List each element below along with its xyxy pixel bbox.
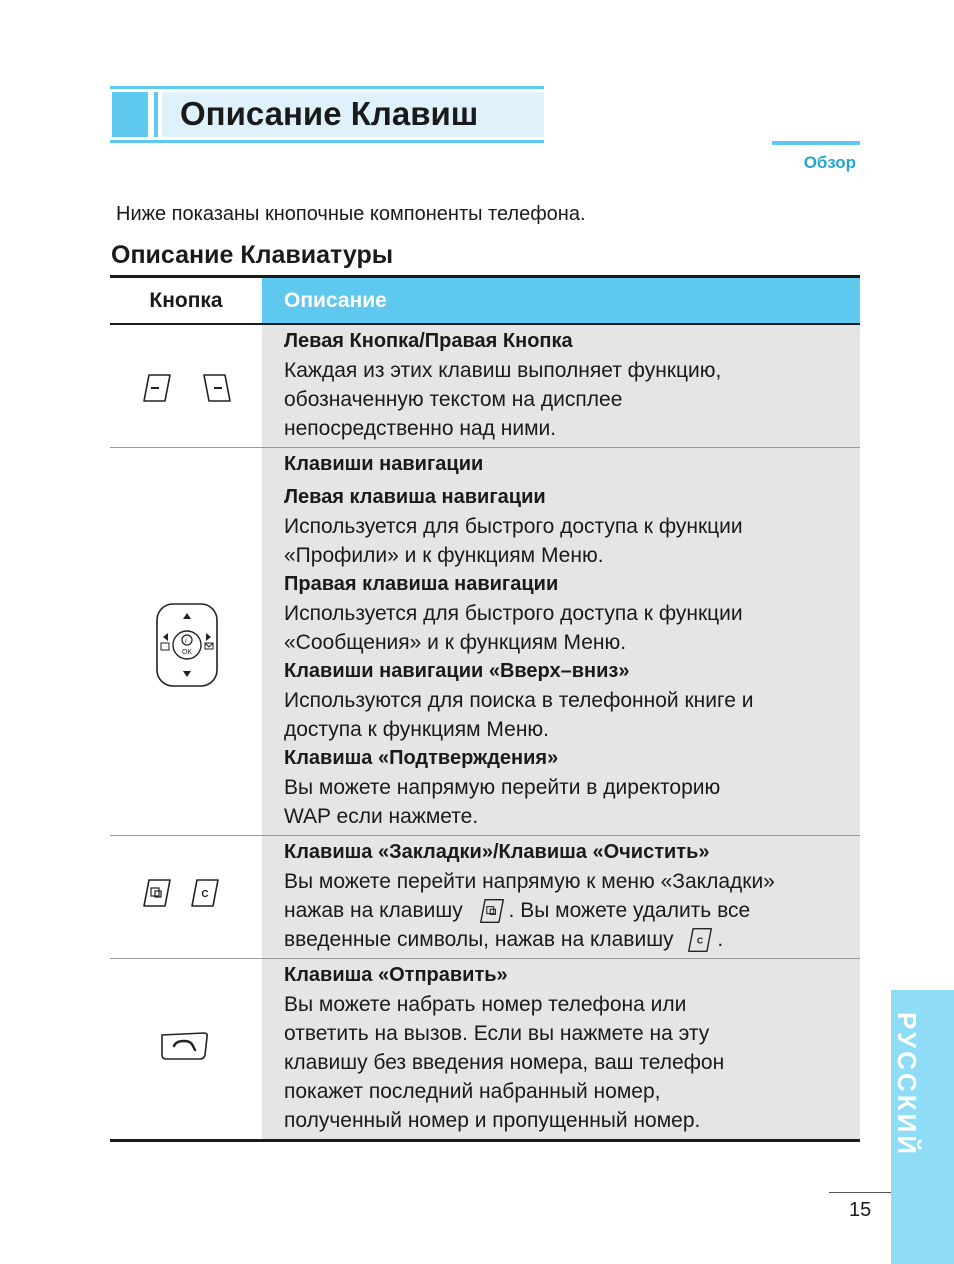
table-row	[110, 836, 860, 959]
soft-keys-description	[262, 325, 860, 447]
left-soft-key-icon	[140, 373, 174, 403]
svg-text:i: i	[185, 638, 187, 645]
title-bottom-rule	[110, 140, 544, 143]
desc-subtitle: Правая клавиша навигации	[284, 573, 559, 595]
bookmark-clear-cell	[110, 836, 262, 958]
clear-key-label: C	[697, 935, 704, 946]
desc-line: обозначенную текстом на дисплее	[284, 388, 623, 411]
desc-text: . Вы можете удалить все	[508, 899, 751, 922]
clear-key-inline	[685, 927, 715, 953]
desc-subtitle: Левая клавиша навигации	[284, 486, 546, 508]
header-description: Описание	[262, 278, 860, 323]
desc-line: покажет последний набранный номер,	[284, 1080, 661, 1103]
nav-ok-label: OK	[181, 649, 193, 656]
section-rule	[772, 141, 860, 145]
keyboard-heading: Описание Клавиатуры	[111, 241, 394, 269]
page-number-rule	[829, 1192, 891, 1193]
language-tab	[891, 990, 954, 1264]
page-number: 15	[849, 1199, 872, 1221]
title-accent-bar	[154, 92, 158, 137]
desc-line: «Профили» и к функциям Меню.	[284, 544, 604, 567]
desc-line: непосредственно над ними.	[284, 417, 557, 440]
title-banner	[110, 86, 544, 144]
desc-line: полученный номер и пропущенный номер.	[284, 1109, 701, 1132]
desc-subtitle: Клавиши навигации «Вверх–вниз»	[284, 660, 630, 682]
language-label: РУССКИЙ	[892, 1012, 922, 1157]
right-soft-key-icon	[200, 373, 234, 403]
clear-key-icon	[685, 927, 715, 953]
desc-text: нажав на клавишу	[284, 899, 463, 922]
navigation-cell	[110, 448, 262, 835]
table-row	[110, 448, 860, 836]
desc-line: Вы можете перейти напрямую к меню «Закладки»	[284, 870, 775, 893]
desc-line: Используется для быстрого доступа к функции	[284, 515, 743, 538]
send-cell	[110, 959, 262, 1139]
desc-text: введенные символы, нажав на клавишу	[284, 928, 674, 951]
bookmark-clear-description	[262, 836, 860, 958]
bookmark-key-inline	[477, 898, 507, 924]
desc-line	[284, 896, 856, 925]
bookmark-key-icon	[140, 878, 174, 908]
desc-line: доступа к функциям Меню.	[284, 718, 550, 741]
clear-key-label: C	[201, 889, 209, 900]
desc-line: Используется для быстрого доступа к функции	[284, 602, 743, 625]
header-key: Кнопка	[149, 289, 223, 312]
table-row	[110, 959, 860, 1142]
desc-title: Клавиши навигации	[284, 453, 484, 475]
table-row	[110, 325, 860, 448]
desc-line: ответить на вызов. Если вы нажмете на эту	[284, 1022, 710, 1045]
desc-text: .	[717, 928, 724, 951]
desc-line: клавишу без введения номера, ваш телефон	[284, 1051, 725, 1074]
desc-line: Вы можете напрямую перейти в директорию	[284, 776, 721, 799]
send-description	[262, 959, 860, 1139]
title-top-rule	[110, 86, 544, 89]
soft-keys-cell	[110, 325, 262, 447]
clear-key-icon	[188, 878, 222, 908]
desc-line: Каждая из этих клавиш выполняет функцию,	[284, 359, 722, 382]
bookmark-key-icon	[477, 898, 507, 924]
desc-line	[284, 925, 856, 954]
send-key-icon	[158, 1031, 210, 1061]
desc-title: Клавиша «Отправить»	[284, 964, 508, 986]
navigation-key-icon	[154, 601, 220, 689]
navigation-description	[262, 448, 860, 835]
section-label: Обзор	[803, 153, 856, 172]
title-accent-square	[112, 92, 148, 137]
desc-subtitle: Клавиша «Подтверждения»	[284, 747, 559, 769]
table-header	[110, 275, 860, 325]
key-table	[110, 275, 860, 1142]
desc-line: «Сообщения» и к функциям Меню.	[284, 631, 627, 654]
intro-text: Ниже показаны кнопочные компоненты телефона.	[116, 203, 586, 225]
desc-line: Используются для поиска в телефонной книге и	[284, 689, 754, 712]
desc-line: WAP если нажмете.	[284, 805, 479, 828]
page-title: Описание Клавиш	[180, 95, 479, 132]
desc-title: Левая Кнопка/Правая Кнопка	[284, 330, 573, 352]
desc-title: Клавиша «Закладки»/Клавиша «Очистить»	[284, 841, 710, 863]
desc-line: Вы можете набрать номер телефона или	[284, 993, 687, 1016]
